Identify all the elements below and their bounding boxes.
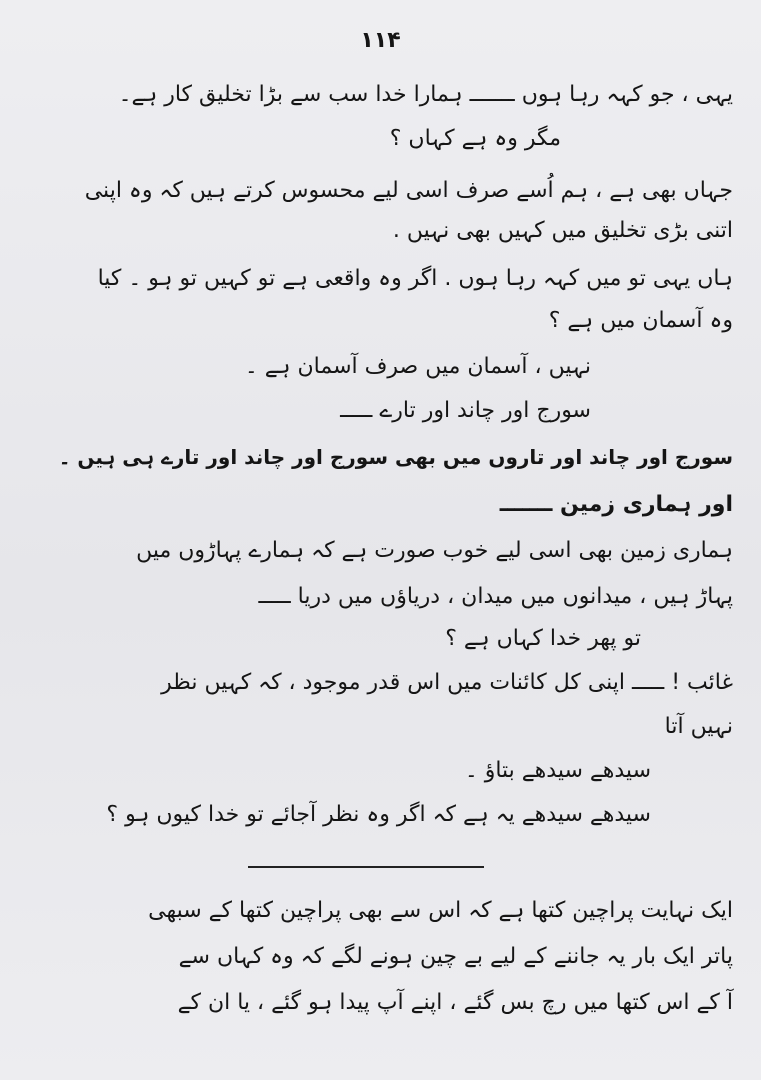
text-line-8: سورج اور چاند اور تارے ـــــ — [340, 398, 591, 423]
text-line-14: غائب ! ـــــ اپنی کل کائنات میں اس قدر موجود ، کہ کہیں نظر — [161, 670, 733, 695]
text-line-3: جہاں بھی ہے ، ہم اُسے صرف اسی لیے محسوس کرتے ہیں کہ وہ اپنی — [84, 178, 733, 203]
text-line-11: ہماری زمین بھی اسی لیے خوب صورت ہے کہ ہمارے پہاڑوں میں — [136, 538, 733, 563]
text-line-2: مگر وہ ہے کہاں ؟ — [389, 126, 561, 151]
page-number: ۱۱۴ — [360, 28, 401, 53]
text-line-13: تو پھر خدا کہاں ہے ؟ — [445, 626, 641, 651]
text-line-6: وہ آسمان میں ہے ؟ — [548, 308, 733, 333]
text-line-5: ہاں یہی تو میں کہہ رہا ہوں . اگر وہ واقعی ہے تو کہیں تو ہو ۔ کیا — [97, 266, 733, 291]
text-line-10: اور ہماری زمین ـــــــ — [499, 492, 733, 517]
text-line-19: پاتر ایک بار یہ جاننے کے لیے بے چین ہونے لگے کہ وہ کہاں سے — [178, 944, 733, 969]
text-line-15: نہیں آتا — [664, 714, 733, 739]
text-line-16: سیدھے سیدھے بتاؤ ۔ — [464, 758, 651, 783]
text-line-7: نہیں ، آسمان میں صرف آسمان ہے ۔ — [244, 354, 591, 379]
text-line-17: سیدھے سیدھے یہ ہے کہ اگر وہ نظر آجائے تو خدا کیوں ہو ؟ — [106, 802, 651, 827]
text-line-20: آ کے اس کتھا میں رچ بس گئے ، اپنے آپ پیدا ہو گئے ، یا ان کے — [177, 990, 733, 1015]
text-line-4: اتنی بڑی تخلیق میں کہیں بھی نہیں . — [392, 218, 733, 243]
text-line-18: ایک نہایت پراچین کتھا ہے کہ اس سے بھی پراچین کتھا کے سبھی — [148, 898, 733, 923]
text-line-9: سورج اور چاند اور تاروں میں بھی سورج اور چاند اور تارے ہی ہیں ۔ — [58, 445, 733, 469]
section-divider — [248, 866, 484, 868]
text-line-1: یہی ، جو کہہ رہا ہوں ـــــــ ہمارا خدا سب سے بڑا تخلیق کار ہے۔ — [118, 82, 733, 107]
text-line-12: پہاڑ ہیں ، میدانوں میں میدان ، دریاؤں میں دریا ـــــ — [258, 584, 733, 609]
